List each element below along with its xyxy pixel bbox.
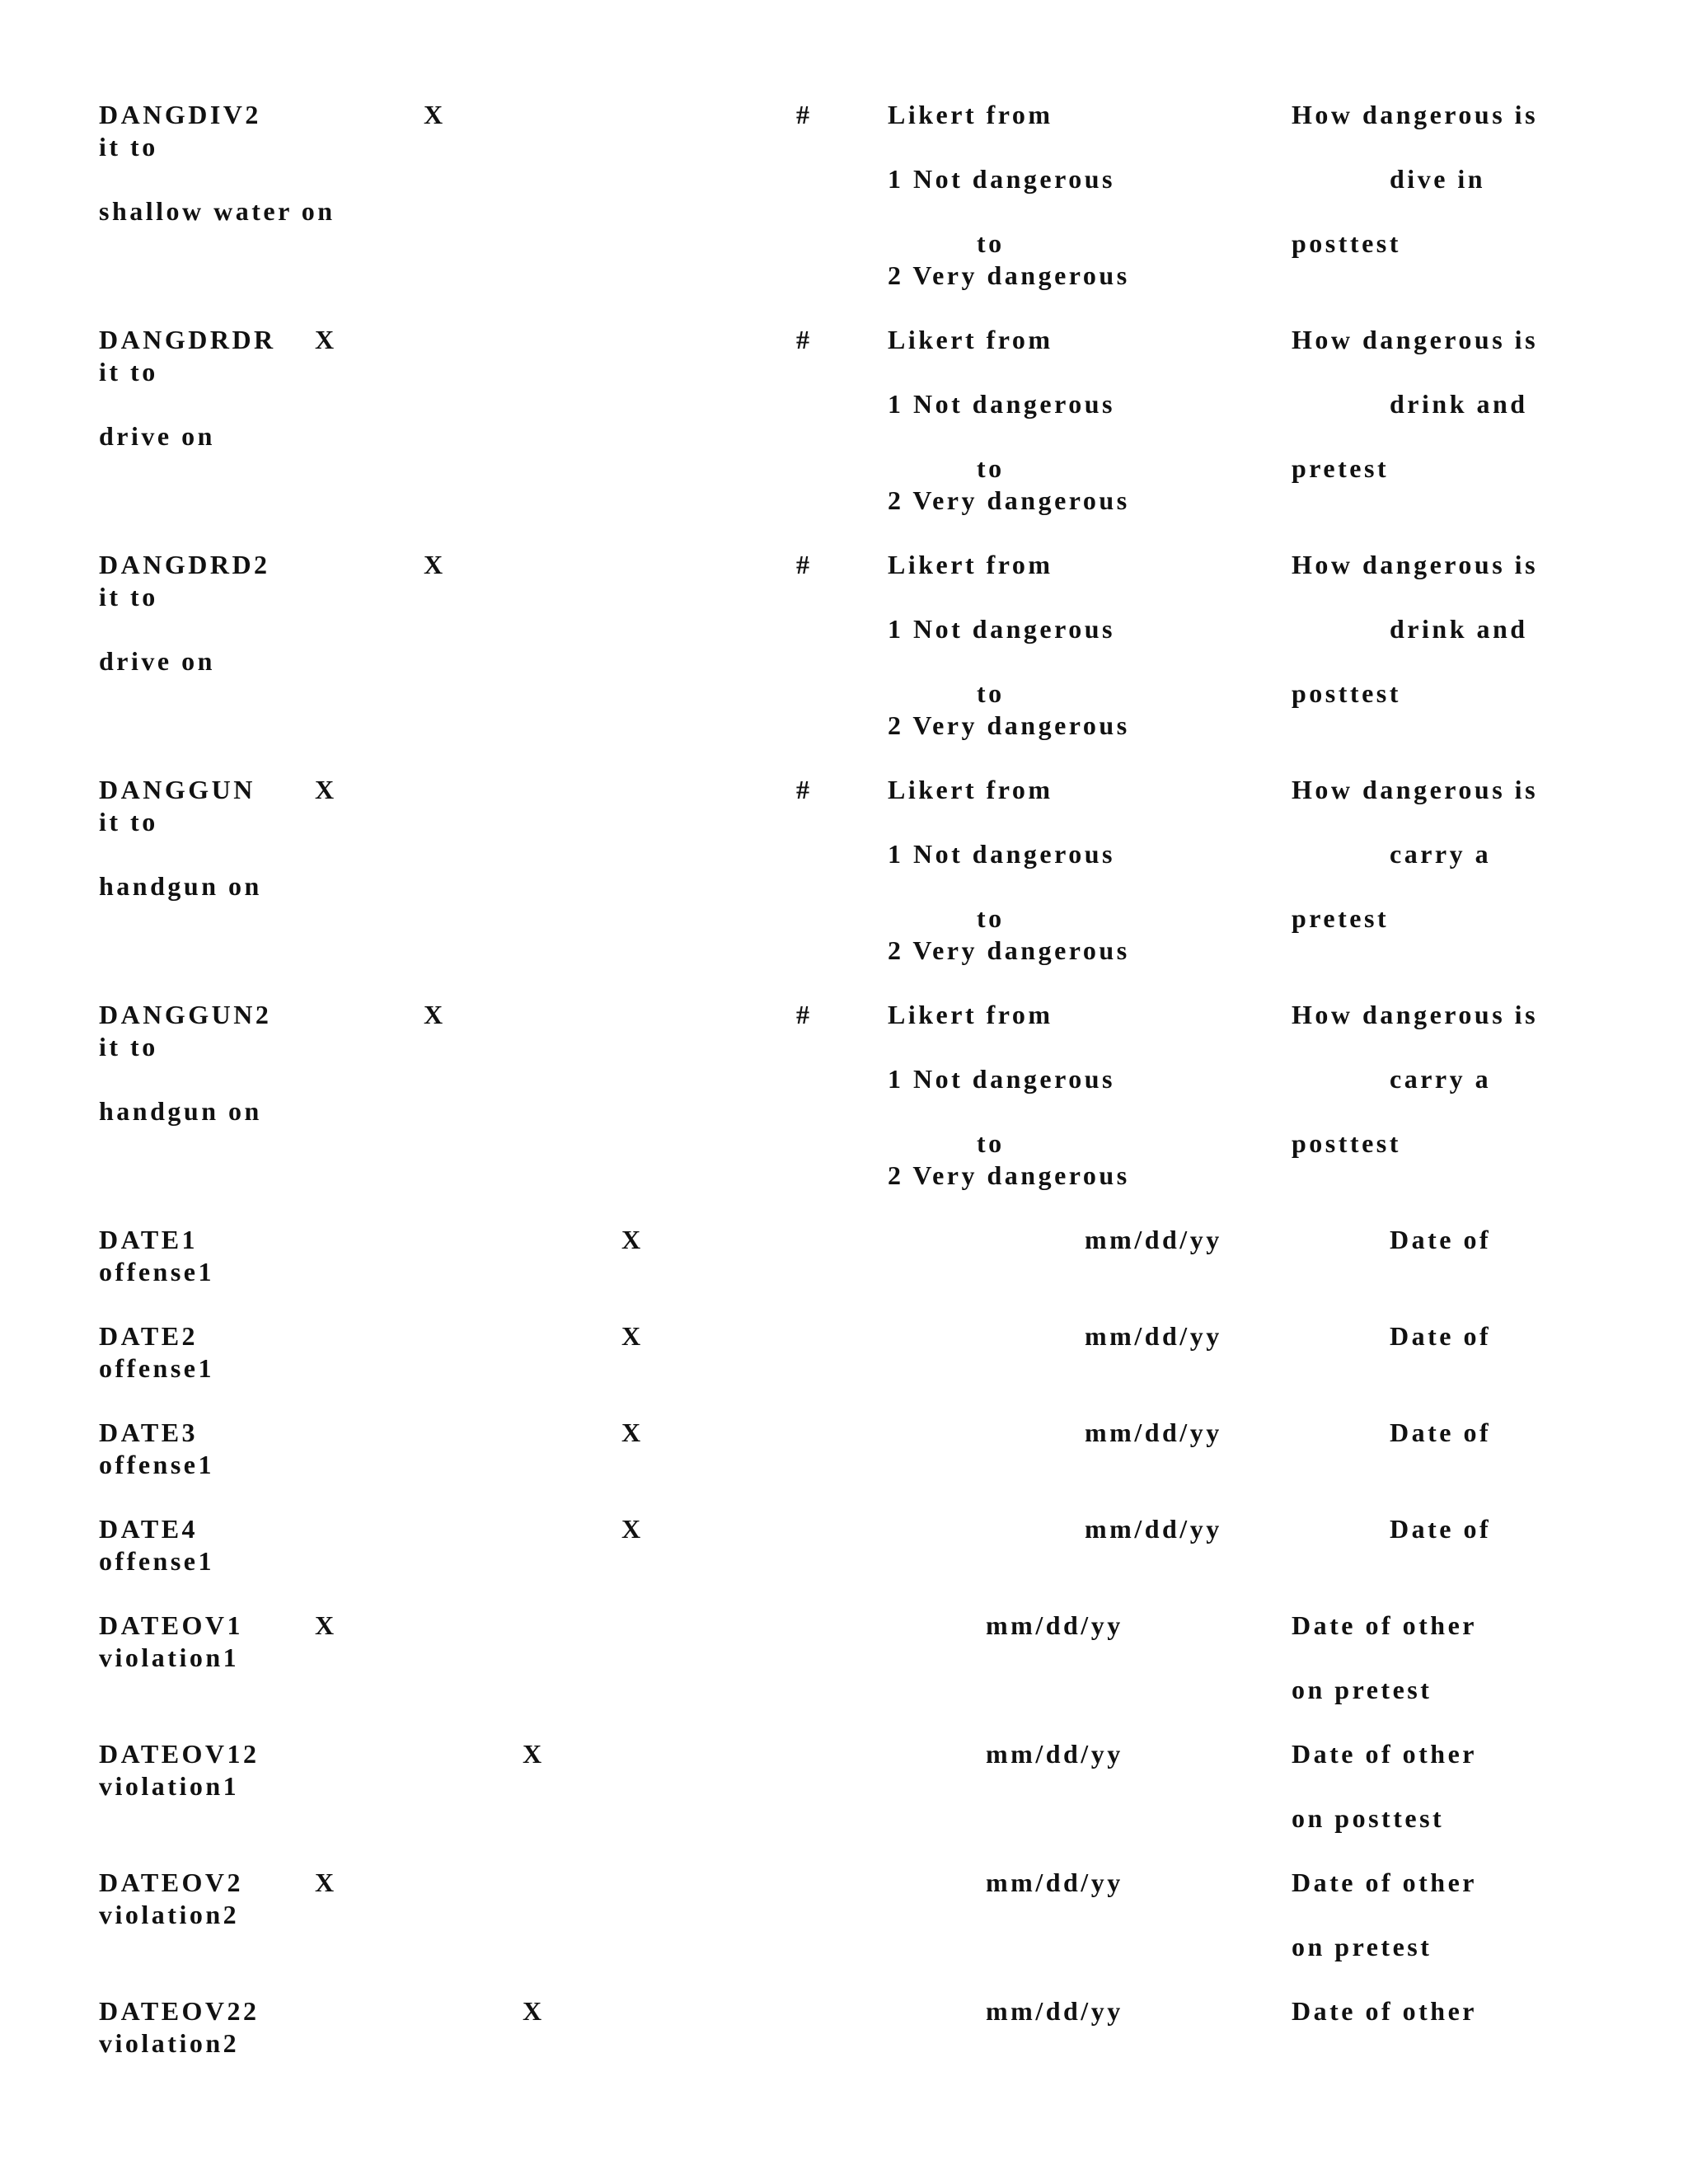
- scale-line: 2 Very dangerous: [888, 710, 1130, 740]
- scale-line: 2 Very dangerous: [888, 1160, 1130, 1190]
- desc-line: it to: [99, 807, 158, 837]
- type-hash: #: [796, 100, 813, 129]
- label-line: Date of other: [1292, 1868, 1477, 1897]
- scale-line: to: [977, 453, 1005, 483]
- label-line: on pretest: [1292, 1675, 1432, 1704]
- scale-line: Likert from: [888, 1000, 1053, 1029]
- column-mark: X: [424, 100, 446, 129]
- scale-line: 1 Not dangerous: [888, 839, 1115, 869]
- scale-line: to: [977, 903, 1005, 933]
- label-line: Date of: [1390, 1514, 1492, 1544]
- scale-line: Likert from: [888, 775, 1053, 804]
- format-text: mm/dd/yy: [1085, 1418, 1222, 1447]
- type-hash: #: [796, 550, 813, 579]
- column-mark: X: [315, 1610, 337, 1640]
- column-mark: X: [523, 1739, 545, 1769]
- label-line: How dangerous is: [1292, 325, 1539, 354]
- label-line: posttest: [1292, 678, 1401, 708]
- column-mark: X: [621, 1418, 644, 1447]
- label-line: Date of other: [1292, 1996, 1477, 2026]
- format-text: mm/dd/yy: [986, 1610, 1123, 1640]
- scale-line: Likert from: [888, 550, 1053, 579]
- format-text: mm/dd/yy: [986, 1739, 1123, 1769]
- variable-name: DATEOV1: [99, 1610, 244, 1640]
- label-line: Date of other: [1292, 1610, 1477, 1640]
- desc-line: it to: [99, 1032, 158, 1062]
- type-hash: #: [796, 325, 813, 354]
- label-line: pretest: [1292, 453, 1390, 483]
- column-mark: X: [424, 550, 446, 579]
- label-line: carry a: [1390, 1064, 1492, 1094]
- desc-line: violation2: [99, 2028, 240, 2058]
- label-line: How dangerous is: [1292, 775, 1539, 804]
- label-line: carry a: [1390, 839, 1492, 869]
- column-mark: X: [621, 1321, 644, 1351]
- desc-line: drive on: [99, 646, 215, 676]
- desc-line: offense1: [99, 1257, 214, 1286]
- desc-line: offense1: [99, 1353, 214, 1383]
- column-mark: X: [315, 775, 337, 804]
- variable-name: DANGGUN: [99, 775, 256, 804]
- variable-name: DATEOV12: [99, 1739, 260, 1769]
- variable-name: DANGDRD2: [99, 550, 270, 579]
- variable-name: DATE3: [99, 1418, 199, 1447]
- scale-line: 2 Very dangerous: [888, 485, 1130, 515]
- scale-line: 1 Not dangerous: [888, 614, 1115, 644]
- column-mark: X: [523, 1996, 545, 2026]
- type-hash: #: [796, 775, 813, 804]
- label-line: Date of: [1390, 1225, 1492, 1254]
- label-line: Date of: [1390, 1321, 1492, 1351]
- desc-line: it to: [99, 357, 158, 387]
- column-mark: X: [315, 1868, 337, 1897]
- scale-line: Likert from: [888, 325, 1053, 354]
- label-line: dive in: [1390, 164, 1486, 194]
- scale-line: to: [977, 1128, 1005, 1158]
- desc-line: handgun on: [99, 1096, 262, 1126]
- label-line: posttest: [1292, 228, 1401, 258]
- column-mark: X: [315, 325, 337, 354]
- desc-line: shallow water on: [99, 196, 335, 226]
- column-mark: X: [621, 1225, 644, 1254]
- desc-line: it to: [99, 582, 158, 612]
- label-line: How dangerous is: [1292, 100, 1539, 129]
- label-line: drink and: [1390, 389, 1528, 419]
- scale-line: to: [977, 228, 1005, 258]
- desc-line: offense1: [99, 1450, 214, 1479]
- label-line: Date of: [1390, 1418, 1492, 1447]
- desc-line: drive on: [99, 421, 215, 451]
- desc-line: violation1: [99, 1771, 240, 1801]
- label-line: on posttest: [1292, 1803, 1445, 1833]
- desc-line: handgun on: [99, 871, 262, 901]
- variable-name: DATE2: [99, 1321, 199, 1351]
- label-line: How dangerous is: [1292, 1000, 1539, 1029]
- column-mark: X: [424, 1000, 446, 1029]
- desc-line: violation2: [99, 1900, 240, 1929]
- variable-name: DATEOV2: [99, 1868, 244, 1897]
- label-line: pretest: [1292, 903, 1390, 933]
- desc-line: violation1: [99, 1643, 240, 1672]
- type-hash: #: [796, 1000, 813, 1029]
- variable-name: DANGGUN2: [99, 1000, 272, 1029]
- variable-name: DANGDRDR: [99, 325, 276, 354]
- column-mark: X: [621, 1514, 644, 1544]
- scale-line: 2 Very dangerous: [888, 935, 1130, 965]
- label-line: drink and: [1390, 614, 1528, 644]
- scale-line: Likert from: [888, 100, 1053, 129]
- label-line: How dangerous is: [1292, 550, 1539, 579]
- label-line: on pretest: [1292, 1932, 1432, 1961]
- format-text: mm/dd/yy: [986, 1996, 1123, 2026]
- scale-line: to: [977, 678, 1005, 708]
- scale-line: 1 Not dangerous: [888, 389, 1115, 419]
- variable-name: DATE4: [99, 1514, 199, 1544]
- scale-line: 1 Not dangerous: [888, 164, 1115, 194]
- format-text: mm/dd/yy: [1085, 1225, 1222, 1254]
- desc-line: it to: [99, 132, 158, 162]
- scale-line: 1 Not dangerous: [888, 1064, 1115, 1094]
- format-text: mm/dd/yy: [1085, 1514, 1222, 1544]
- variable-name: DATEOV22: [99, 1996, 260, 2026]
- variable-name: DATE1: [99, 1225, 199, 1254]
- label-line: Date of other: [1292, 1739, 1477, 1769]
- format-text: mm/dd/yy: [1085, 1321, 1222, 1351]
- format-text: mm/dd/yy: [986, 1868, 1123, 1897]
- variable-name: DANGDIV2: [99, 100, 261, 129]
- label-line: posttest: [1292, 1128, 1401, 1158]
- desc-line: offense1: [99, 1546, 214, 1576]
- scale-line: 2 Very dangerous: [888, 260, 1130, 290]
